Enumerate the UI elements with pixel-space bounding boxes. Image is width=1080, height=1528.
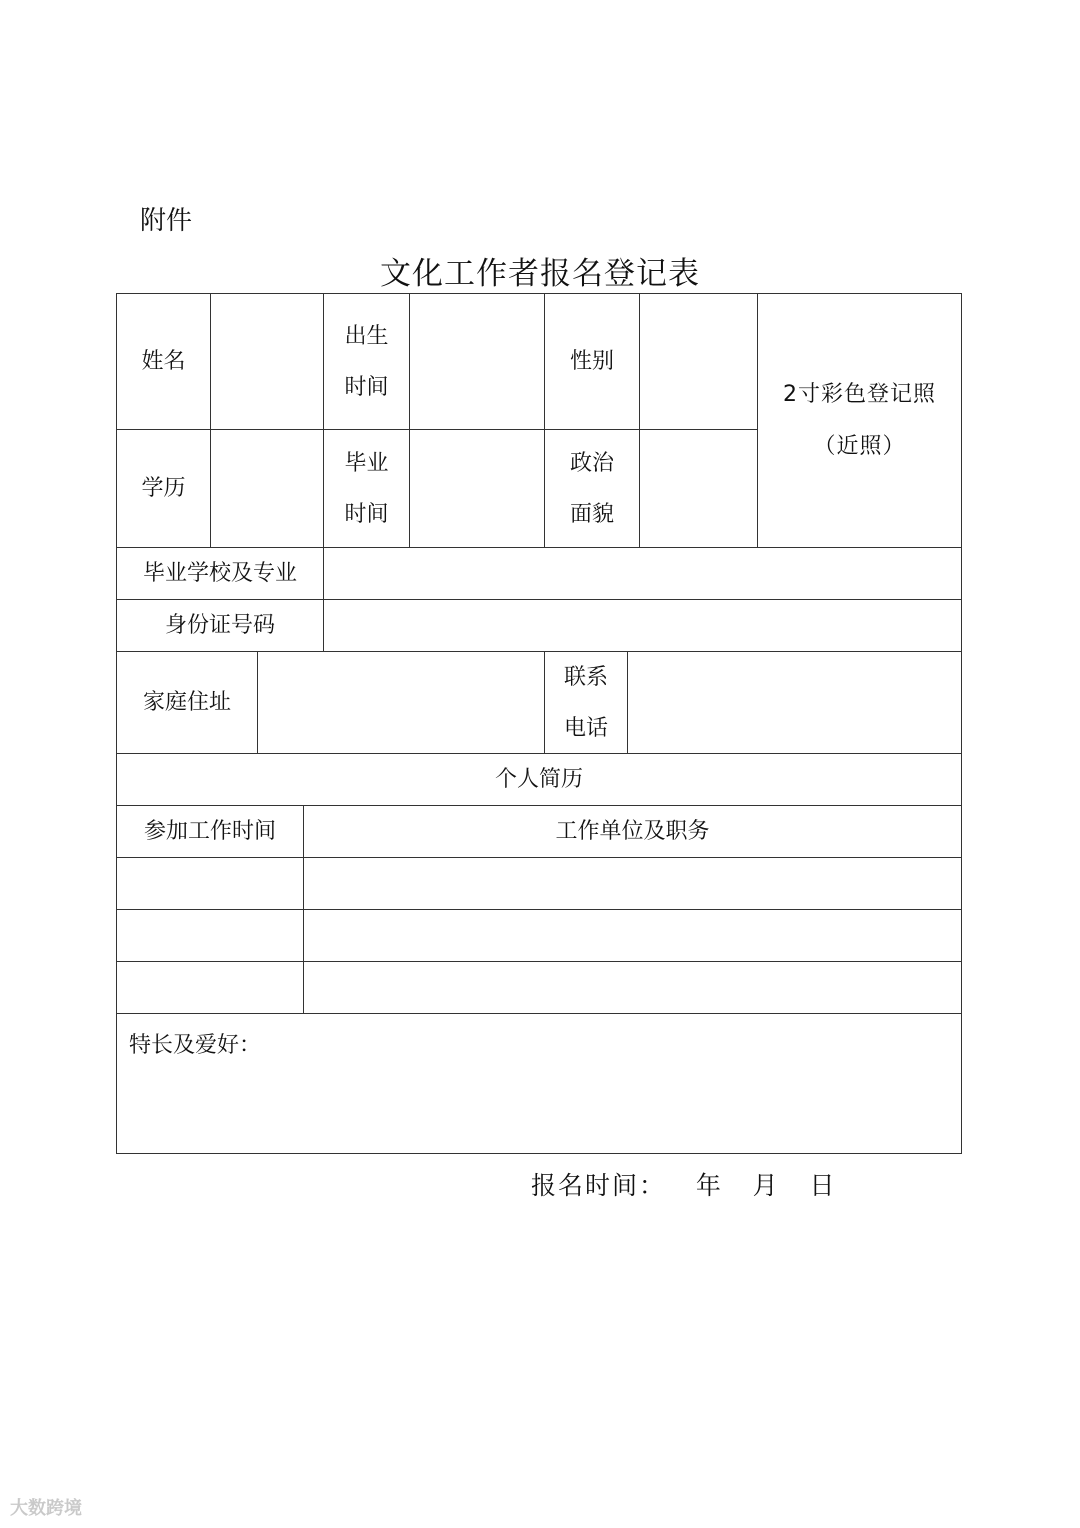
address-field[interactable] — [257, 651, 545, 754]
work-start-field[interactable] — [116, 909, 304, 962]
birth-field[interactable] — [409, 293, 545, 430]
work-unit-field[interactable] — [303, 961, 962, 1014]
political-label — [544, 429, 640, 548]
political-label-line2: 面貌 — [569, 501, 614, 527]
school-major-field[interactable] — [323, 547, 962, 600]
phone-field[interactable] — [627, 651, 962, 754]
work-start-field[interactable] — [116, 857, 304, 910]
photo-label: 2寸彩色登记照 — [783, 381, 936, 407]
birth-label-line2: 时间 — [344, 374, 389, 400]
political-label-line1: 政治 — [569, 450, 614, 476]
birth-label-line1: 出生 — [344, 323, 389, 349]
name-field[interactable] — [210, 293, 324, 430]
photo-note: （近照） — [813, 433, 906, 459]
phone-label-line2: 电话 — [563, 715, 608, 741]
graduation-label-line2: 时间 — [344, 501, 389, 527]
address-label: 家庭住址 — [116, 651, 258, 754]
gender-label: 性别 — [544, 293, 640, 430]
hobbies-label: 特长及爱好： — [129, 1033, 262, 1058]
phone-label-line1: 联系 — [563, 664, 608, 690]
graduation-label — [323, 429, 410, 548]
form-title: 文化工作者报名登记表 — [380, 256, 700, 292]
work-unit-field[interactable] — [303, 909, 962, 962]
hobbies-field[interactable] — [116, 1013, 962, 1154]
photo-box[interactable] — [757, 293, 962, 548]
education-label: 学历 — [116, 429, 211, 548]
id-number-label: 身份证号码 — [116, 599, 324, 652]
birth-label — [323, 293, 410, 430]
work-unit-header: 工作单位及职务 — [303, 805, 962, 858]
name-label: 姓名 — [116, 293, 211, 430]
registration-date: 报名时间： 年 月 日 — [531, 1171, 837, 1200]
work-start-field[interactable] — [116, 961, 304, 1014]
political-field[interactable] — [639, 429, 758, 548]
work-unit-field[interactable] — [303, 857, 962, 910]
graduation-label-line1: 毕业 — [344, 450, 389, 476]
education-field[interactable] — [210, 429, 324, 548]
work-start-header: 参加工作时间 — [116, 805, 304, 858]
watermark-logo: 大数跨境 — [10, 1498, 82, 1519]
phone-label — [544, 651, 628, 754]
gender-field[interactable] — [639, 293, 758, 430]
id-number-field[interactable] — [323, 599, 962, 652]
graduation-field[interactable] — [409, 429, 545, 548]
attachment-label: 附件 — [140, 206, 193, 236]
school-major-label: 毕业学校及专业 — [116, 547, 324, 600]
resume-header: 个人简历 — [116, 753, 962, 806]
